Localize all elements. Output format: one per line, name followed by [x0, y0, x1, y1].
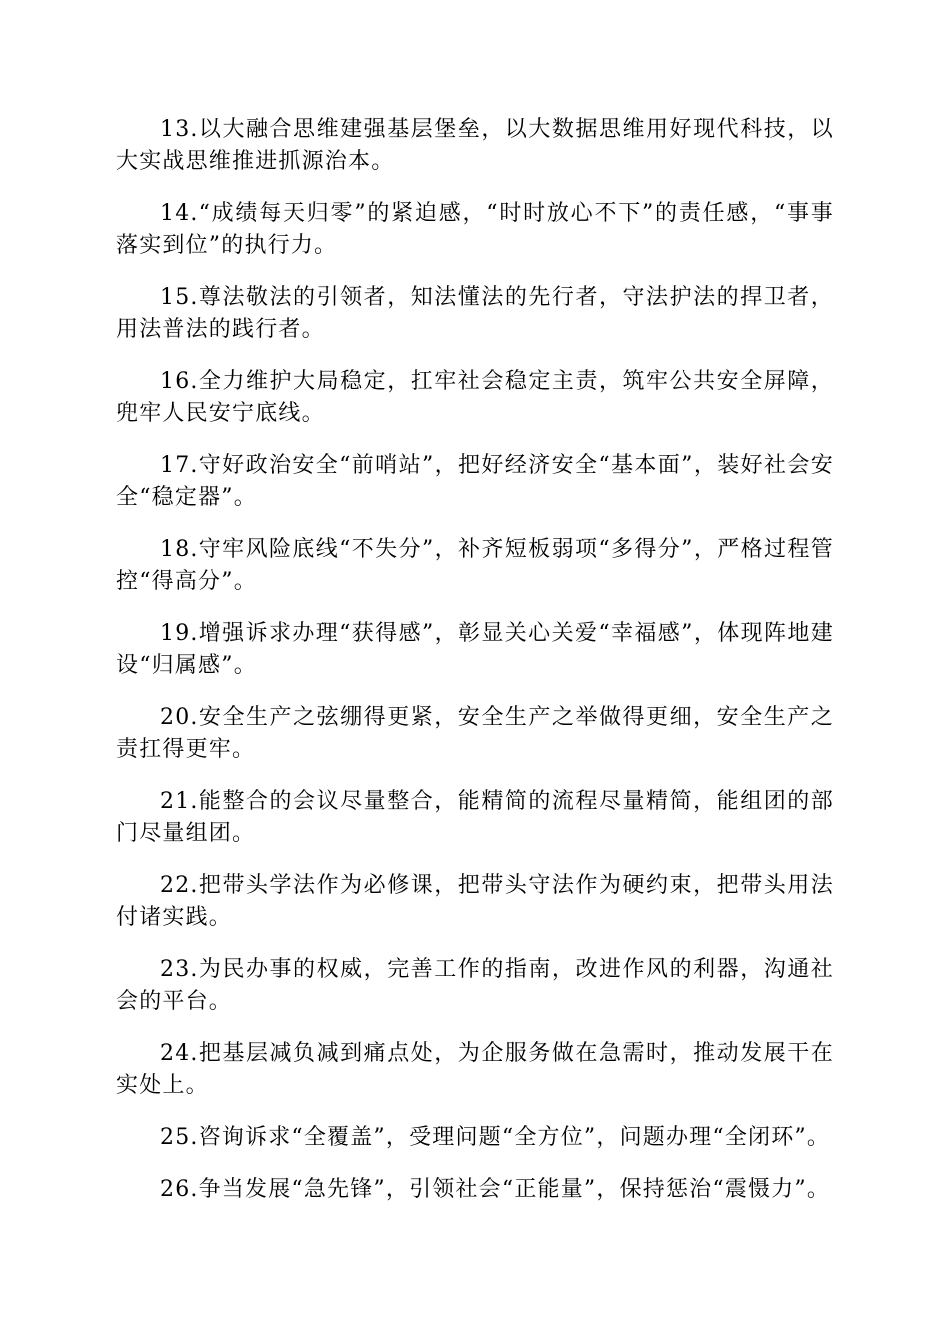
- paragraph-22: 22.把带头学法作为必修课，把带头守法作为硬约束，把带头用法付诸实践。: [116, 873, 834, 930]
- paragraph-18: 18.守牢风险底线“不失分”，补齐短板弱项“多得分”，严格过程管控“得高分”。: [116, 537, 834, 594]
- paragraph-14: 14.“成绩每天归零”的紧迫感，“时时放心不下”的责任感，“事事落实到位”的执行力。: [116, 201, 834, 258]
- paragraph-25: 25.咨询诉求“全覆盖”，受理问题“全方位”，问题办理“全闭环”。: [160, 1125, 831, 1150]
- paragraph-26: 26.争当发展“急先锋”，引领社会“正能量”，保持惩治“震慑力”。: [160, 1177, 831, 1202]
- document-body: [116, 114, 834, 1226]
- paragraph-17: 17.守好政治安全“前哨站”，把好经济安全“基本面”，装好社会安全“稳定器”。: [116, 453, 834, 510]
- paragraph-15: 15.尊法敬法的引领者，知法懂法的先行者，守法护法的捍卫者，用法普法的践行者。: [116, 285, 834, 342]
- paragraph-23: 23.为民办事的权威，完善工作的指南，改进作风的利器，沟通社会的平台。: [116, 957, 834, 1014]
- paragraph-16: 16.全力维护大局稳定，扛牢社会稳定主责，筑牢公共安全屏障，兜牢人民安宁底线。: [116, 369, 834, 426]
- paragraph-21: 21.能整合的会议尽量整合，能精简的流程尽量精简，能组团的部门尽量组团。: [116, 789, 834, 846]
- paragraph-13: 13.以大融合思维建强基层堡垒，以大数据思维用好现代科技，以大实战思维推进抓源治本。: [116, 117, 834, 174]
- paragraph-20: 20.安全生产之弦绷得更紧，安全生产之举做得更细，安全生产之责扛得更牢。: [116, 705, 834, 762]
- paragraph-24: 24.把基层减负减到痛点处，为企服务做在急需时，推动发展干在实处上。: [116, 1041, 834, 1098]
- paragraph-19: 19.增强诉求办理“获得感”，彰显关心关爱“幸福感”，体现阵地建设“归属感”。: [116, 621, 834, 678]
